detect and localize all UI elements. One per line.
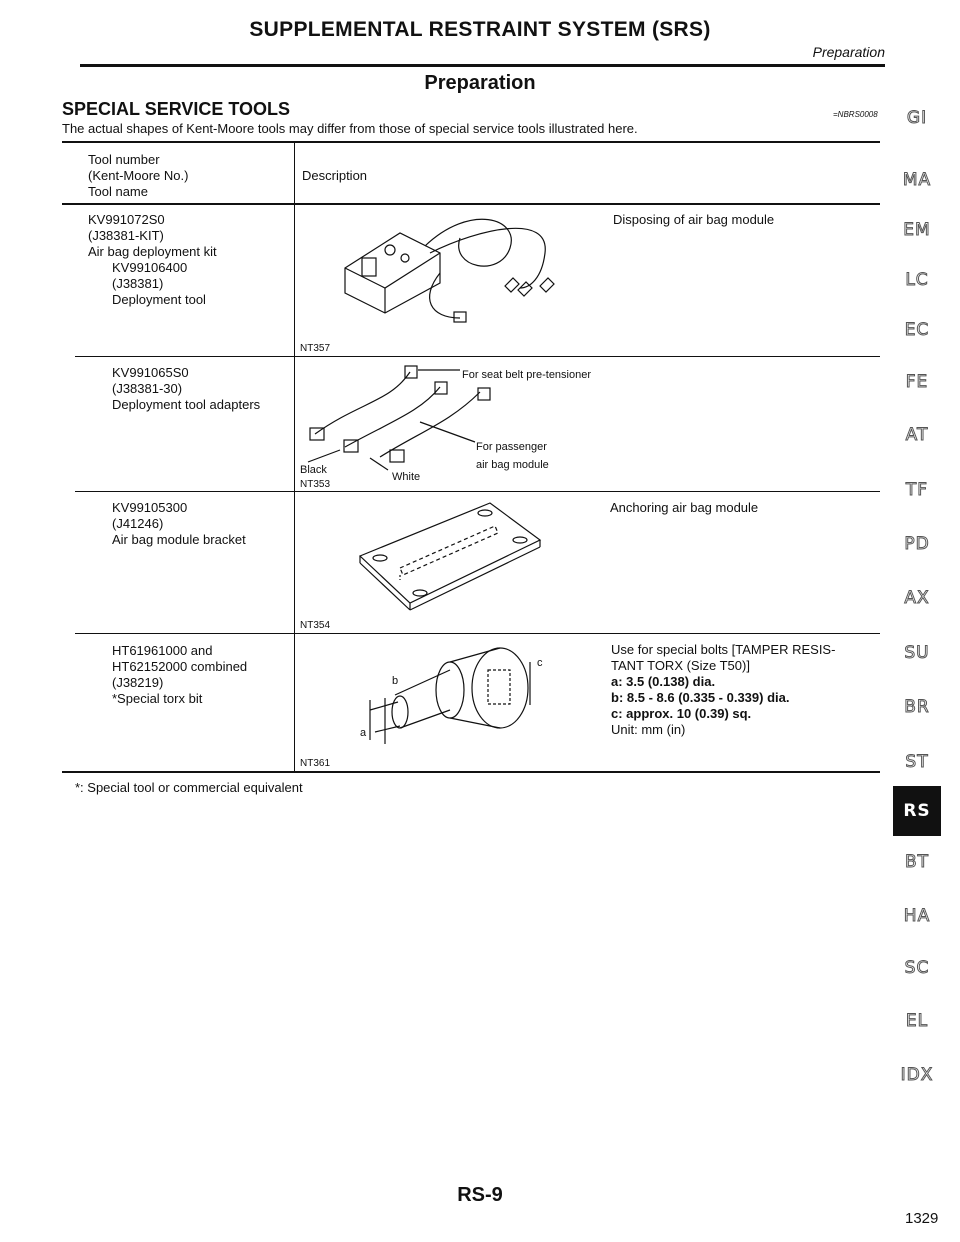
figure-code: NT354	[300, 620, 331, 631]
section-title: Preparation	[424, 72, 536, 94]
table-row-tool: KV99105300 (J41246) Air bag module bracket	[112, 500, 246, 547]
label-air-bag-module: air bag module	[476, 459, 549, 471]
page-number: RS-9	[457, 1184, 503, 1206]
tab-st[interactable]: ST	[905, 752, 929, 772]
tab-sc[interactable]: SC	[904, 958, 930, 978]
label-a: a	[360, 727, 367, 739]
section-tab-strip	[893, 0, 941, 1242]
intro-text: The actual shapes of Kent-Moore tools may differ from those of special service tools illustrated here.	[62, 121, 638, 136]
table-row-description: Anchoring air bag module	[610, 500, 759, 515]
label-passenger: For passenger	[476, 441, 547, 453]
tab-fe[interactable]: FE	[905, 372, 929, 392]
page-header-subtitle: Preparation	[812, 44, 885, 60]
bracket-illustration	[350, 498, 550, 613]
tab-idx[interactable]: IDX	[900, 1065, 934, 1085]
label-seat-belt: For seat belt pre-tensioner	[462, 369, 592, 381]
table-row-description: Disposing of air bag module	[613, 212, 775, 227]
adapters-illustration	[300, 362, 600, 487]
table-row-tool: KV991065S0 (J38381-30) Deployment tool adapters	[112, 365, 261, 412]
figure-code: NT353	[300, 479, 331, 490]
label-black: Black	[300, 464, 327, 476]
tab-bt[interactable]: BT	[904, 852, 930, 872]
tab-ec[interactable]: EC	[904, 320, 930, 340]
tab-br[interactable]: BR	[904, 697, 930, 717]
table-row-tool: KV991072S0 (J38381-KIT) Air bag deployment kit KV99106400 (J38381) Deployment tool	[88, 212, 217, 307]
table-row-rule	[75, 491, 880, 492]
label-white: White	[392, 471, 421, 483]
table-row-tool: HT61961000 and HT62152000 combined (J38219) *Special torx bit	[112, 643, 248, 706]
table-row-description: Use for special bolts [TAMPER RESIS- TANT TORX (Size T50)] a: 3.5 (0.138) dia. b: 8.5 - 8.6 (0.335 - 0.339) dia. c: approx. 10 (0.39) sq. Unit: mm (in)	[611, 642, 836, 737]
special-tools-heading: SPECIAL SERVICE TOOLS	[62, 99, 291, 119]
description-column-header: Description	[302, 168, 368, 183]
tab-ax[interactable]: AX	[904, 588, 930, 608]
table-row-rule	[75, 356, 880, 357]
header-rule	[80, 64, 885, 67]
page-header-title: SUPPLEMENTAL RESTRAINT SYSTEM (SRS)	[249, 18, 711, 41]
tab-ma[interactable]: MA	[902, 170, 932, 190]
footnote: *: Special tool or commercial equivalent	[75, 780, 303, 795]
tab-lc[interactable]: LC	[905, 270, 929, 290]
label-c: c	[537, 657, 543, 669]
tab-ha[interactable]: HA	[903, 906, 931, 926]
table-top-rule	[62, 141, 880, 143]
table-bottom-rule	[62, 771, 880, 773]
tool-column-header: Tool number (Kent-Moore No.) Tool name	[88, 152, 189, 199]
tab-rs-active[interactable]: RS	[893, 786, 941, 836]
table-column-divider	[294, 142, 295, 772]
torx-bit-illustration	[340, 640, 560, 760]
tab-pd[interactable]: PD	[904, 534, 930, 554]
table-header-rule	[62, 203, 880, 205]
label-b: b	[392, 675, 399, 687]
folio-number: 1329	[905, 1210, 939, 1227]
deployment-kit-illustration	[330, 208, 590, 338]
figure-code: NT361	[300, 758, 331, 769]
figure-code: NT357	[300, 343, 331, 354]
table-row-rule	[75, 633, 880, 634]
tab-el[interactable]: EL	[905, 1011, 929, 1031]
tab-gi[interactable]: GI	[906, 108, 928, 128]
tab-em[interactable]: EM	[903, 220, 931, 240]
tab-tf[interactable]: TF	[905, 480, 929, 500]
tab-at[interactable]: AT	[905, 425, 929, 445]
tab-su[interactable]: SU	[904, 643, 930, 663]
reference-code: =NBRS0008	[833, 110, 878, 119]
